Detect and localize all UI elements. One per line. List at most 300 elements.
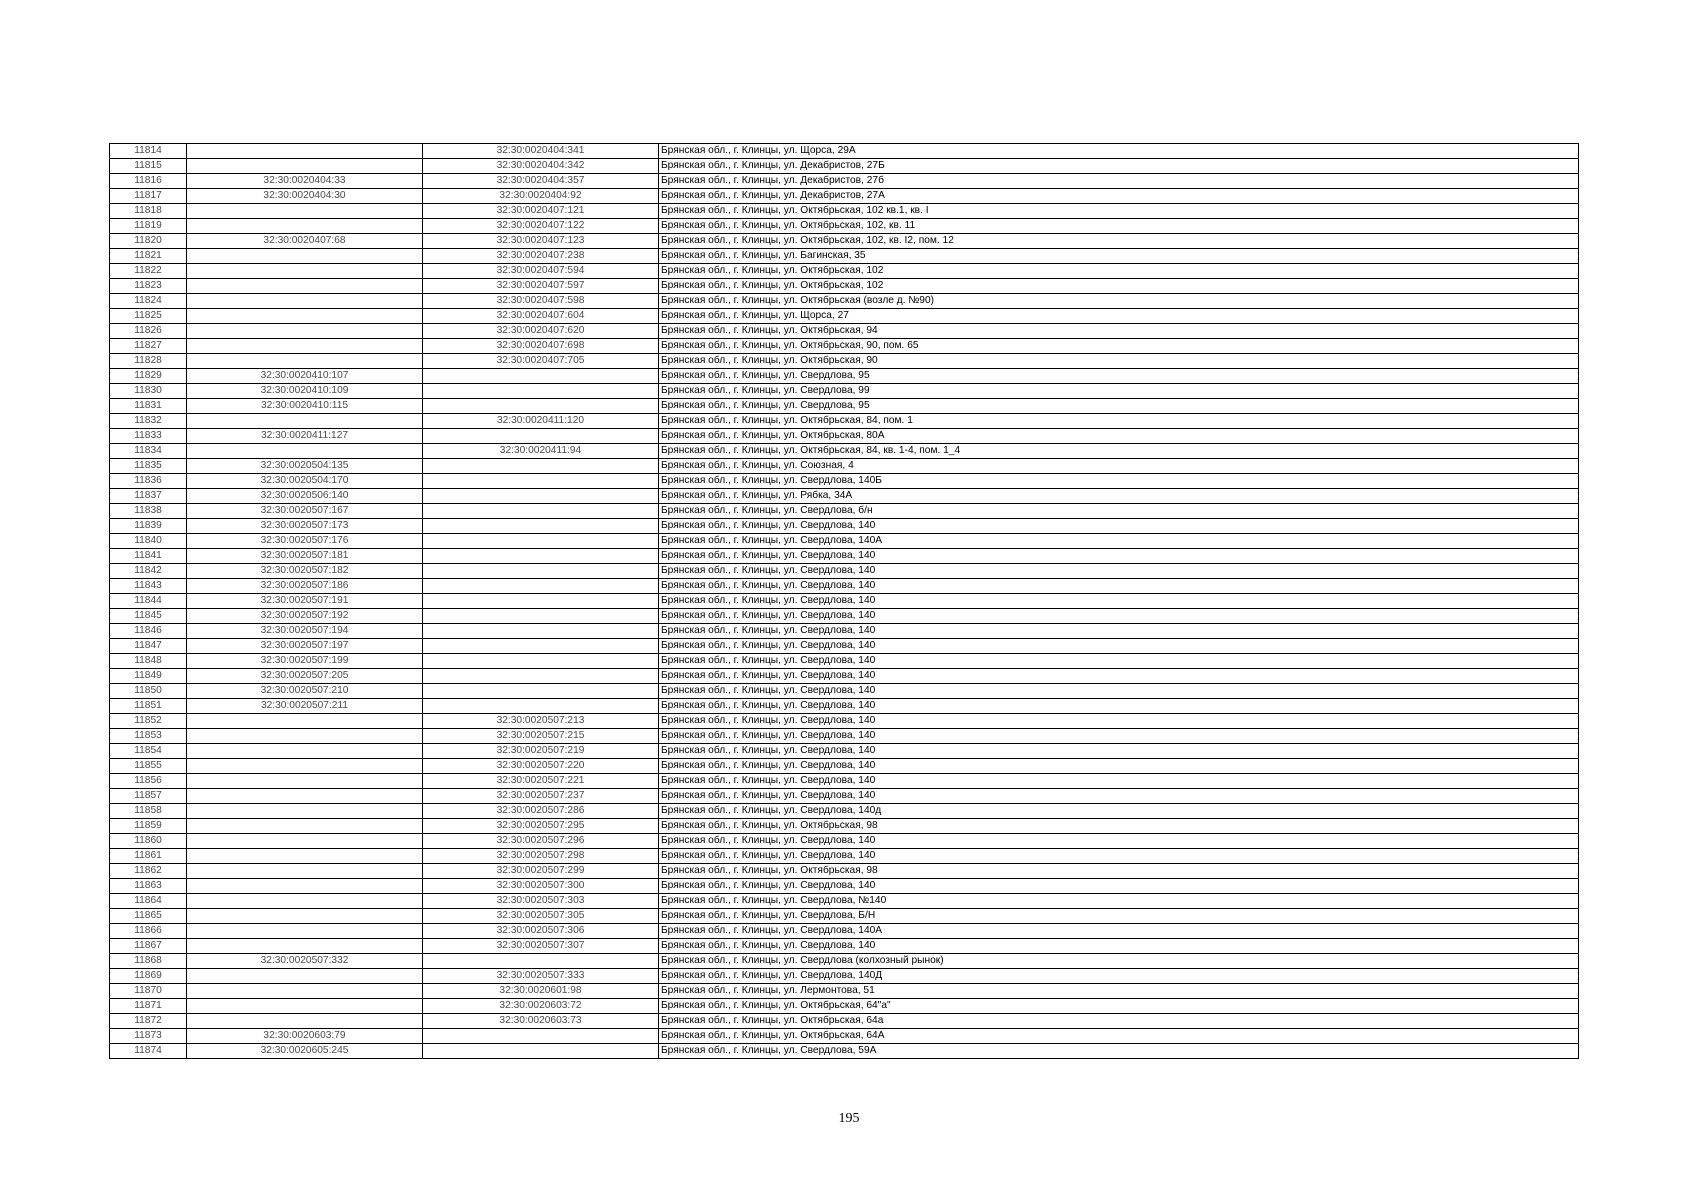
row-number-cell: 11851 (110, 699, 187, 714)
address-cell: Брянская обл., г. Клинцы, ул. Свердлова, 140 (659, 654, 1579, 669)
row-number-cell: 11816 (110, 174, 187, 189)
address-cell: Брянская обл., г. Клинцы, ул. Октябрьская, 90 (659, 354, 1579, 369)
cadastral-number-cell (187, 219, 423, 234)
row-number-cell: 11855 (110, 759, 187, 774)
row-number-cell: 11864 (110, 894, 187, 909)
row-number-cell: 11867 (110, 939, 187, 954)
object-cadastral-number-cell (423, 369, 659, 384)
row-number-cell: 11830 (110, 384, 187, 399)
row-number-cell: 11849 (110, 669, 187, 684)
table-row (110, 1014, 1579, 1029)
table-row (110, 894, 1579, 909)
address-cell: Брянская обл., г. Клинцы, ул. Свердлова, 140 (659, 939, 1579, 954)
table-row (110, 924, 1579, 939)
row-number-cell: 11818 (110, 204, 187, 219)
address-cell: Брянская обл., г. Клинцы, ул. Свердлова, 95 (659, 399, 1579, 414)
cadastral-number-cell (187, 774, 423, 789)
cadastral-number-cell: 32:30:0020507:173 (187, 519, 423, 534)
object-cadastral-number-cell: 32:30:0020507:300 (423, 879, 659, 894)
row-number-cell: 11840 (110, 534, 187, 549)
address-cell: Брянская обл., г. Клинцы, ул. Свердлова, 140 (659, 579, 1579, 594)
table-row (110, 984, 1579, 999)
address-cell: Брянская обл., г. Клинцы, ул. Свердлова, 140 (659, 639, 1579, 654)
row-number-cell: 11824 (110, 294, 187, 309)
row-number-cell: 11863 (110, 879, 187, 894)
cadastral-number-cell: 32:30:0020507:205 (187, 669, 423, 684)
cadastral-number-cell (187, 834, 423, 849)
address-cell: Брянская обл., г. Клинцы, ул. Октябрьская, 102 (659, 279, 1579, 294)
row-number-cell: 11853 (110, 729, 187, 744)
object-cadastral-number-cell (423, 954, 659, 969)
row-number-cell: 11844 (110, 594, 187, 609)
row-number-cell: 11819 (110, 219, 187, 234)
address-cell: Брянская обл., г. Клинцы, ул. Октябрьская, 84, кв. 1-4, пом. 1_4 (659, 444, 1579, 459)
cadastral-number-cell (187, 909, 423, 924)
object-cadastral-number-cell: 32:30:0020507:220 (423, 759, 659, 774)
table-row (110, 324, 1579, 339)
row-number-cell: 11854 (110, 744, 187, 759)
address-cell: Брянская обл., г. Клинцы, ул. Свердлова, 140 (659, 624, 1579, 639)
cadastral-number-cell (187, 894, 423, 909)
address-cell: Брянская обл., г. Клинцы, ул. Свердлова, 140 (659, 549, 1579, 564)
address-cell: Брянская обл., г. Клинцы, ул. Свердлова, 140А (659, 534, 1579, 549)
row-number-cell: 11839 (110, 519, 187, 534)
address-cell: Брянская обл., г. Клинцы, ул. Октябрьская, 102, кв. I2, пом. 12 (659, 234, 1579, 249)
object-cadastral-number-cell (423, 534, 659, 549)
cadastral-number-cell: 32:30:0020410:109 (187, 384, 423, 399)
address-cell: Брянская обл., г. Клинцы, ул. Декабристов, 27А (659, 189, 1579, 204)
table-row (110, 174, 1579, 189)
address-cell: Брянская обл., г. Клинцы, ул. Свердлова, 140 (659, 669, 1579, 684)
table-row (110, 564, 1579, 579)
cadastral-number-cell (187, 204, 423, 219)
cadastral-number-cell (187, 324, 423, 339)
row-number-cell: 11856 (110, 774, 187, 789)
row-number-cell: 11836 (110, 474, 187, 489)
row-number-cell: 11858 (110, 804, 187, 819)
row-number-cell: 11873 (110, 1029, 187, 1044)
row-number-cell: 11874 (110, 1044, 187, 1059)
cadastral-number-cell (187, 879, 423, 894)
object-cadastral-number-cell: 32:30:0020507:213 (423, 714, 659, 729)
cadastral-number-cell (187, 159, 423, 174)
address-cell: Брянская обл., г. Клинцы, ул. Октябрьская, 102, кв. 11 (659, 219, 1579, 234)
row-number-cell: 11814 (110, 144, 187, 159)
object-cadastral-number-cell: 32:30:0020411:120 (423, 414, 659, 429)
row-number-cell: 11872 (110, 1014, 187, 1029)
object-cadastral-number-cell (423, 459, 659, 474)
object-cadastral-number-cell (423, 399, 659, 414)
object-cadastral-number-cell: 32:30:0020407:594 (423, 264, 659, 279)
address-cell: Брянская обл., г. Клинцы, ул. Свердлова, б/н (659, 504, 1579, 519)
object-cadastral-number-cell: 32:30:0020407:597 (423, 279, 659, 294)
row-number-cell: 11862 (110, 864, 187, 879)
row-number-cell: 11866 (110, 924, 187, 939)
cadastral-number-cell: 32:30:0020404:33 (187, 174, 423, 189)
cadastral-number-cell: 32:30:0020407:68 (187, 234, 423, 249)
cadastral-number-cell (187, 444, 423, 459)
table-row (110, 969, 1579, 984)
object-cadastral-number-cell: 32:30:0020507:215 (423, 729, 659, 744)
cadastral-number-cell: 32:30:0020504:135 (187, 459, 423, 474)
row-number-cell: 11833 (110, 429, 187, 444)
table-row (110, 219, 1579, 234)
table-row (110, 954, 1579, 969)
address-cell: Брянская обл., г. Клинцы, ул. Октябрьская, 102 кв.1, кв. I (659, 204, 1579, 219)
object-cadastral-number-cell (423, 474, 659, 489)
cadastral-number-cell: 32:30:0020507:199 (187, 654, 423, 669)
cadastral-number-cell (187, 819, 423, 834)
address-cell: Брянская обл., г. Клинцы, ул. Декабристов, 27Б (659, 159, 1579, 174)
row-number-cell: 11821 (110, 249, 187, 264)
table-row (110, 1044, 1579, 1059)
cadastral-number-cell: 32:30:0020605:245 (187, 1044, 423, 1059)
cadastral-number-cell: 32:30:0020507:210 (187, 684, 423, 699)
object-cadastral-number-cell: 32:30:0020507:306 (423, 924, 659, 939)
object-cadastral-number-cell (423, 549, 659, 564)
table-row (110, 624, 1579, 639)
address-cell: Брянская обл., г. Клинцы, ул. Свердлова, 140 (659, 729, 1579, 744)
address-cell: Брянская обл., г. Клинцы, ул. Свердлова, 140Д (659, 969, 1579, 984)
table-row (110, 999, 1579, 1014)
object-cadastral-number-cell (423, 669, 659, 684)
row-number-cell: 11838 (110, 504, 187, 519)
object-cadastral-number-cell (423, 384, 659, 399)
address-cell: Брянская обл., г. Клинцы, ул. Октябрьская, 64а (659, 1014, 1579, 1029)
cadastral-number-cell (187, 939, 423, 954)
address-cell: Брянская обл., г. Клинцы, ул. Свердлова, 140 (659, 744, 1579, 759)
object-cadastral-number-cell (423, 564, 659, 579)
object-cadastral-number-cell (423, 684, 659, 699)
table-row (110, 309, 1579, 324)
row-number-cell: 11843 (110, 579, 187, 594)
cadastral-number-cell: 32:30:0020504:170 (187, 474, 423, 489)
object-cadastral-number-cell (423, 624, 659, 639)
row-number-cell: 11857 (110, 789, 187, 804)
address-cell: Брянская обл., г. Клинцы, ул. Свердлова, 140 (659, 774, 1579, 789)
cadastral-number-cell: 32:30:0020507:176 (187, 534, 423, 549)
address-cell: Брянская обл., г. Клинцы, ул. Октябрьская, 98 (659, 819, 1579, 834)
table-row (110, 729, 1579, 744)
object-cadastral-number-cell: 32:30:0020507:219 (423, 744, 659, 759)
table-row (110, 489, 1579, 504)
table-row (110, 774, 1579, 789)
address-cell: Брянская обл., г. Клинцы, ул. Рябка, 34А (659, 489, 1579, 504)
table-row (110, 684, 1579, 699)
table-row (110, 849, 1579, 864)
object-cadastral-number-cell: 32:30:0020507:299 (423, 864, 659, 879)
table-row (110, 189, 1579, 204)
row-number-cell: 11837 (110, 489, 187, 504)
row-number-cell: 11835 (110, 459, 187, 474)
table-row (110, 204, 1579, 219)
page-number: 195 (838, 1111, 860, 1126)
table-row (110, 699, 1579, 714)
object-cadastral-number-cell: 32:30:0020507:237 (423, 789, 659, 804)
cadastral-number-cell (187, 264, 423, 279)
cadastral-number-cell: 32:30:0020507:186 (187, 579, 423, 594)
object-cadastral-number-cell: 32:30:0020507:305 (423, 909, 659, 924)
address-cell: Брянская обл., г. Клинцы, ул. Октябрьская, 98 (659, 864, 1579, 879)
address-cell: Брянская обл., г. Клинцы, ул. Октябрьская, 84, пом. 1 (659, 414, 1579, 429)
cadastral-number-cell: 32:30:0020507:332 (187, 954, 423, 969)
address-cell: Брянская обл., г. Клинцы, ул. Лермонтова, 51 (659, 984, 1579, 999)
cadastral-number-cell: 32:30:0020507:192 (187, 609, 423, 624)
cadastral-number-cell: 32:30:0020507:191 (187, 594, 423, 609)
object-cadastral-number-cell (423, 1029, 659, 1044)
table-row (110, 879, 1579, 894)
cadastral-number-cell (187, 714, 423, 729)
row-number-cell: 11842 (110, 564, 187, 579)
object-cadastral-number-cell: 32:30:0020507:221 (423, 774, 659, 789)
object-cadastral-number-cell: 32:30:0020407:598 (423, 294, 659, 309)
cadastral-number-cell: 32:30:0020507:167 (187, 504, 423, 519)
object-cadastral-number-cell (423, 639, 659, 654)
table-row (110, 909, 1579, 924)
row-number-cell: 11827 (110, 339, 187, 354)
table-row (110, 369, 1579, 384)
object-cadastral-number-cell: 32:30:0020404:92 (423, 189, 659, 204)
table-row (110, 399, 1579, 414)
row-number-cell: 11832 (110, 414, 187, 429)
table-row (110, 339, 1579, 354)
cadastral-number-cell (187, 984, 423, 999)
row-number-cell: 11845 (110, 609, 187, 624)
cadastral-number-cell (187, 414, 423, 429)
cadastral-number-cell (187, 969, 423, 984)
row-number-cell: 11861 (110, 849, 187, 864)
table-row (110, 144, 1579, 159)
table-row (110, 519, 1579, 534)
table-row (110, 579, 1579, 594)
row-number-cell: 11871 (110, 999, 187, 1014)
table-row (110, 414, 1579, 429)
table-row (110, 234, 1579, 249)
object-cadastral-number-cell: 32:30:0020407:698 (423, 339, 659, 354)
cadastral-number-cell (187, 924, 423, 939)
address-cell: Брянская обл., г. Клинцы, ул. Свердлова, 140 (659, 879, 1579, 894)
table-row (110, 939, 1579, 954)
address-cell: Брянская обл., г. Клинцы, ул. Свердлова, 99 (659, 384, 1579, 399)
address-cell: Брянская обл., г. Клинцы, ул. Свердлова, 140 (659, 849, 1579, 864)
table-row (110, 609, 1579, 624)
object-cadastral-number-cell (423, 489, 659, 504)
table-row (110, 759, 1579, 774)
cadastral-number-cell: 32:30:0020507:197 (187, 639, 423, 654)
row-number-cell: 11831 (110, 399, 187, 414)
address-cell: Брянская обл., г. Клинцы, ул. Свердлова, 140д (659, 804, 1579, 819)
cadastral-number-cell (187, 1014, 423, 1029)
address-cell: Брянская обл., г. Клинцы, ул. Свердлова, 140Б (659, 474, 1579, 489)
table-row (110, 504, 1579, 519)
address-cell: Брянская обл., г. Клинцы, ул. Октябрьская, 80А (659, 429, 1579, 444)
table-row (110, 159, 1579, 174)
address-cell: Брянская обл., г. Клинцы, ул. Декабристов, 27б (659, 174, 1579, 189)
address-cell: Брянская обл., г. Клинцы, ул. Свердлова, 140 (659, 519, 1579, 534)
object-cadastral-number-cell: 32:30:0020407:121 (423, 204, 659, 219)
table-row (110, 864, 1579, 879)
cadastral-number-cell: 32:30:0020404:30 (187, 189, 423, 204)
cadastral-number-cell: 32:30:0020411:127 (187, 429, 423, 444)
cadastral-number-cell: 32:30:0020410:107 (187, 369, 423, 384)
row-number-cell: 11815 (110, 159, 187, 174)
row-number-cell: 11829 (110, 369, 187, 384)
object-cadastral-number-cell (423, 699, 659, 714)
row-number-cell: 11848 (110, 654, 187, 669)
table-row (110, 804, 1579, 819)
object-cadastral-number-cell: 32:30:0020507:333 (423, 969, 659, 984)
address-cell: Брянская обл., г. Клинцы, ул. Октябрьская, 90, пом. 65 (659, 339, 1579, 354)
row-number-cell: 11834 (110, 444, 187, 459)
cadastral-number-cell: 32:30:0020603:79 (187, 1029, 423, 1044)
table-row (110, 714, 1579, 729)
cadastral-number-cell (187, 294, 423, 309)
object-cadastral-number-cell: 32:30:0020404:341 (423, 144, 659, 159)
address-cell: Брянская обл., г. Клинцы, ул. Свердлова, 140 (659, 759, 1579, 774)
table-row (110, 474, 1579, 489)
table-row (110, 549, 1579, 564)
address-cell: Брянская обл., г. Клинцы, ул. Свердлова, 140 (659, 714, 1579, 729)
object-cadastral-number-cell: 32:30:0020407:122 (423, 219, 659, 234)
cadastral-number-cell: 32:30:0020507:181 (187, 549, 423, 564)
address-cell: Брянская обл., г. Клинцы, ул. Октябрьская, 64"а" (659, 999, 1579, 1014)
row-number-cell: 11870 (110, 984, 187, 999)
cadastral-number-cell (187, 729, 423, 744)
address-cell: Брянская обл., г. Клинцы, ул. Свердлова, 140 (659, 834, 1579, 849)
address-cell: Брянская обл., г. Клинцы, ул. Свердлова, 140 (659, 564, 1579, 579)
object-cadastral-number-cell: 32:30:0020407:620 (423, 324, 659, 339)
cadastral-number-cell (187, 279, 423, 294)
table-row (110, 669, 1579, 684)
object-cadastral-number-cell: 32:30:0020507:286 (423, 804, 659, 819)
row-number-cell: 11828 (110, 354, 187, 369)
object-cadastral-number-cell: 32:30:0020407:123 (423, 234, 659, 249)
cadastral-number-cell: 32:30:0020410:115 (187, 399, 423, 414)
table-row (110, 594, 1579, 609)
table-row (110, 654, 1579, 669)
cadastral-number-cell (187, 864, 423, 879)
address-cell: Брянская обл., г. Клинцы, ул. Багинская, 35 (659, 249, 1579, 264)
row-number-cell: 11852 (110, 714, 187, 729)
cadastral-number-cell (187, 309, 423, 324)
row-number-cell: 11850 (110, 684, 187, 699)
cadastral-number-cell: 32:30:0020507:182 (187, 564, 423, 579)
table-row (110, 1029, 1579, 1044)
address-cell: Брянская обл., г. Клинцы, ул. Свердлова, Б/Н (659, 909, 1579, 924)
object-cadastral-number-cell (423, 1044, 659, 1059)
table-row (110, 444, 1579, 459)
cadastral-number-cell (187, 339, 423, 354)
row-number-cell: 11860 (110, 834, 187, 849)
address-cell: Брянская обл., г. Клинцы, ул. Свердлова, 95 (659, 369, 1579, 384)
object-cadastral-number-cell: 32:30:0020601:98 (423, 984, 659, 999)
cadastral-number-cell (187, 759, 423, 774)
cadastral-number-cell (187, 789, 423, 804)
cadastral-number-cell (187, 249, 423, 264)
cadastral-number-cell: 32:30:0020506:140 (187, 489, 423, 504)
registry-table-body (110, 144, 1579, 1059)
table-row (110, 834, 1579, 849)
cadastral-number-cell (187, 999, 423, 1014)
table-row (110, 294, 1579, 309)
row-number-cell: 11820 (110, 234, 187, 249)
address-cell: Брянская обл., г. Клинцы, ул. Октябрьская, 64А (659, 1029, 1579, 1044)
cadastral-number-cell (187, 849, 423, 864)
row-number-cell: 11865 (110, 909, 187, 924)
address-cell: Брянская обл., г. Клинцы, ул. Свердлова, №140 (659, 894, 1579, 909)
object-cadastral-number-cell: 32:30:0020407:238 (423, 249, 659, 264)
row-number-cell: 11868 (110, 954, 187, 969)
table-row (110, 354, 1579, 369)
object-cadastral-number-cell: 32:30:0020603:72 (423, 999, 659, 1014)
row-number-cell: 11817 (110, 189, 187, 204)
object-cadastral-number-cell: 32:30:0020407:604 (423, 309, 659, 324)
row-number-cell: 11841 (110, 549, 187, 564)
address-cell: Брянская обл., г. Клинцы, ул. Свердлова, 59А (659, 1044, 1579, 1059)
object-cadastral-number-cell (423, 504, 659, 519)
registry-table (109, 143, 1579, 1059)
table-row (110, 459, 1579, 474)
table-row (110, 789, 1579, 804)
cadastral-number-cell (187, 354, 423, 369)
object-cadastral-number-cell: 32:30:0020404:357 (423, 174, 659, 189)
table-row (110, 249, 1579, 264)
row-number-cell: 11847 (110, 639, 187, 654)
address-cell: Брянская обл., г. Клинцы, ул. Октябрьская, 94 (659, 324, 1579, 339)
table-row (110, 384, 1579, 399)
cadastral-number-cell (187, 744, 423, 759)
row-number-cell: 11825 (110, 309, 187, 324)
table-row (110, 534, 1579, 549)
row-number-cell: 11859 (110, 819, 187, 834)
address-cell: Брянская обл., г. Клинцы, ул. Октябрьская, 102 (659, 264, 1579, 279)
address-cell: Брянская обл., г. Клинцы, ул. Свердлова, 140 (659, 684, 1579, 699)
address-cell: Брянская обл., г. Клинцы, ул. Щорса, 27 (659, 309, 1579, 324)
object-cadastral-number-cell: 32:30:0020507:298 (423, 849, 659, 864)
address-cell: Брянская обл., г. Клинцы, ул. Союзная, 4 (659, 459, 1579, 474)
table-row (110, 819, 1579, 834)
address-cell: Брянская обл., г. Клинцы, ул. Свердлова, 140А (659, 924, 1579, 939)
address-cell: Брянская обл., г. Клинцы, ул. Свердлова, 140 (659, 699, 1579, 714)
object-cadastral-number-cell: 32:30:0020404:342 (423, 159, 659, 174)
object-cadastral-number-cell: 32:30:0020507:295 (423, 819, 659, 834)
cadastral-number-cell: 32:30:0020507:194 (187, 624, 423, 639)
address-cell: Брянская обл., г. Клинцы, ул. Свердлова, 140 (659, 609, 1579, 624)
object-cadastral-number-cell: 32:30:0020507:307 (423, 939, 659, 954)
cadastral-number-cell (187, 144, 423, 159)
table-row (110, 429, 1579, 444)
object-cadastral-number-cell (423, 429, 659, 444)
row-number-cell: 11822 (110, 264, 187, 279)
row-number-cell: 11823 (110, 279, 187, 294)
object-cadastral-number-cell (423, 654, 659, 669)
object-cadastral-number-cell: 32:30:0020507:303 (423, 894, 659, 909)
address-cell: Брянская обл., г. Клинцы, ул. Свердлова, 140 (659, 789, 1579, 804)
table-row (110, 744, 1579, 759)
address-cell: Брянская обл., г. Клинцы, ул. Щорса, 29А (659, 144, 1579, 159)
address-cell: Брянская обл., г. Клинцы, ул. Свердлова (колхозный рынок) (659, 954, 1579, 969)
row-number-cell: 11869 (110, 969, 187, 984)
cadastral-number-cell (187, 804, 423, 819)
object-cadastral-number-cell (423, 594, 659, 609)
object-cadastral-number-cell (423, 609, 659, 624)
row-number-cell: 11846 (110, 624, 187, 639)
object-cadastral-number-cell (423, 519, 659, 534)
object-cadastral-number-cell: 32:30:0020603:73 (423, 1014, 659, 1029)
row-number-cell: 11826 (110, 324, 187, 339)
table-row (110, 639, 1579, 654)
cadastral-number-cell: 32:30:0020507:211 (187, 699, 423, 714)
